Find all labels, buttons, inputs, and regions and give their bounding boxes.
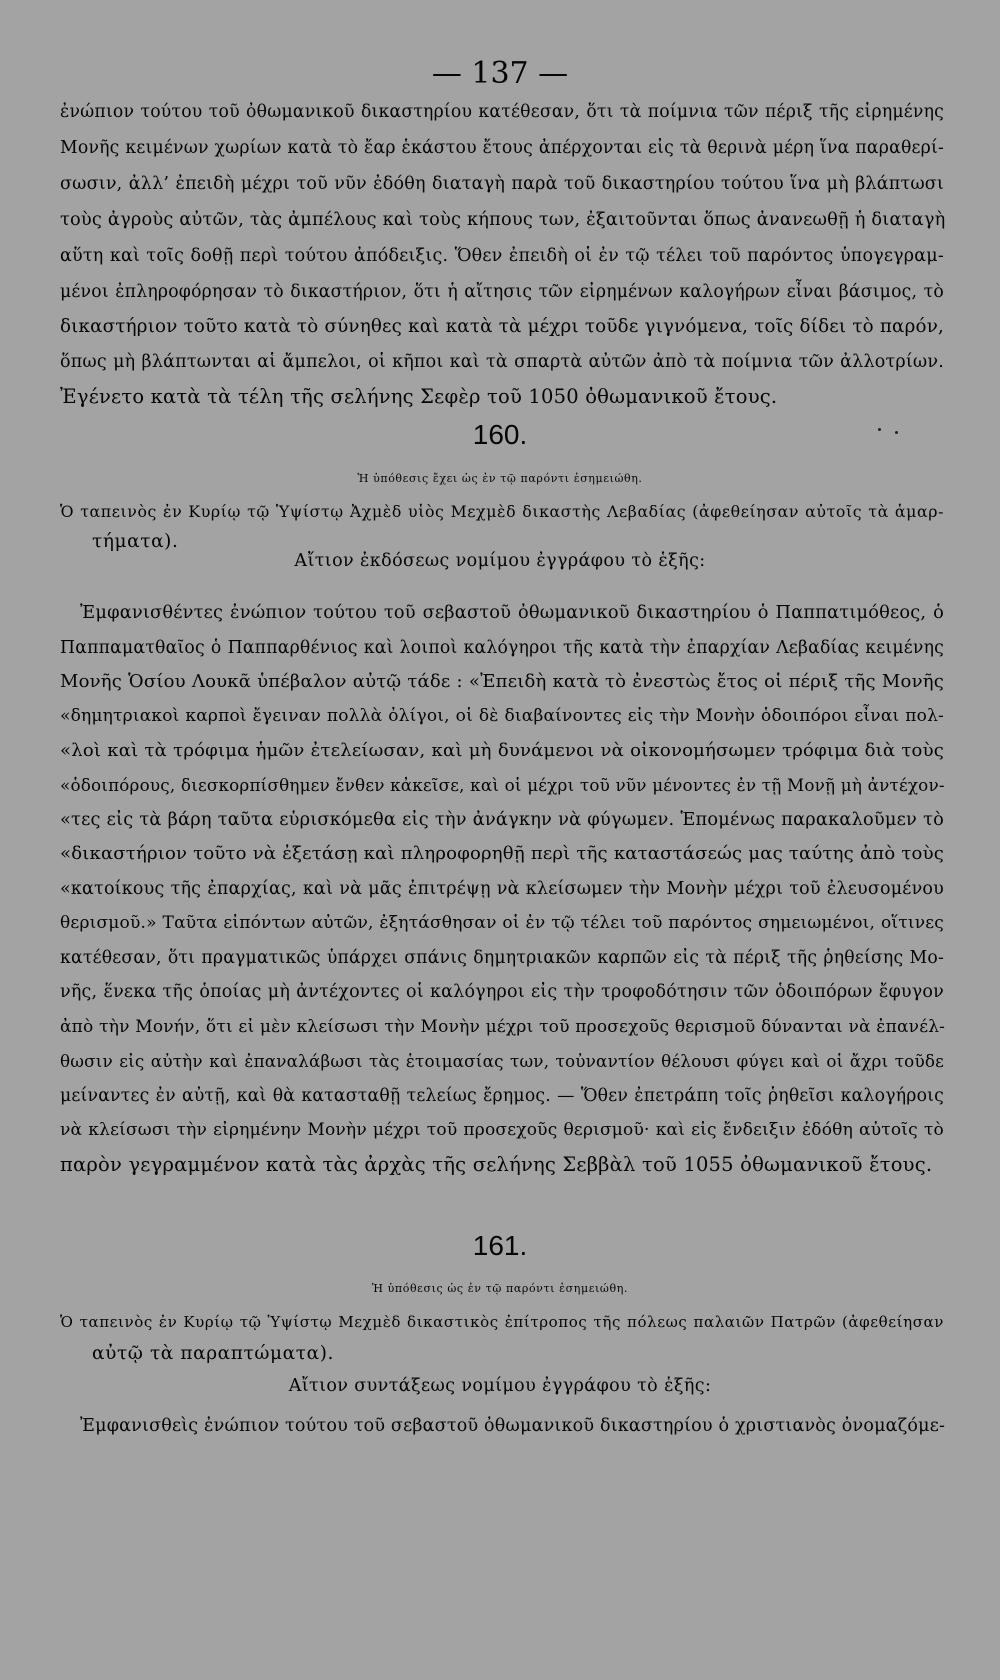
text-line: αὕτη καὶ τοῖς δοθῇ περὶ τούτου ἀπόδειξις. Ὅθεν ἐπειδὴ οἱ ἐν τῷ τέλει τοῦ παρόντος ὑπογεγραμ- — [60, 246, 944, 266]
text-line: «λοὶ καὶ τὰ τρόφιμα ἡμῶν ἐτελείωσαν, καὶ μὴ δυνάμενοι νὰ οἰκονομήσωμεν τρόφιμα διὰ τοὺς — [60, 740, 944, 761]
text-line: «δικαστήριον τοῦτο νὰ ἐξετάσῃ καὶ πληροφορηθῇ περὶ τῆς καταστάσεώς μας ταύτης ἀπὸ τοὺς — [60, 843, 944, 864]
text-line: «ὁδοιπόρους, διεσκορπίσθημεν ἔνθεν κἀκεῖσε, καὶ οἱ μέχρι τοῦ νῦν μένοντες ἐν τῇ Μονῇ μὴ ἀντέχον- — [60, 775, 945, 795]
section-number-161: 161. — [472, 1230, 528, 1261]
text-line: τοὺς ἀγροὺς αὐτῶν, τὰς ἀμπέλους καὶ τοὺς κήπους των, ἐξαιτοῦνται ὅπως ἀνανεωθῇ ἡ διαταγὴ — [60, 210, 946, 230]
section-161-heading-line: Ὁ ταπεινὸς ἐν Κυρίῳ τῷ Ὑψίστῳ Μεχμὲδ δικαστικὸς ἐπίτροπος τῆς πόλεως παλαιῶν Πατρῶν (ἀφεθείησαν — [60, 1313, 944, 1331]
section-161-note: Ἡ ὑπόθεσις ὡς ἐν τῷ παρόντι ἐσημειώθη. — [372, 1282, 628, 1295]
text-line: ἀπὸ τὴν Μονήν, ὅτι εἰ μὲν κλείσωσι τὴν Μονὴν μέχρι τοῦ προσεχοῦς θερισμοῦ δύνανται νὰ ἐπανέλ- — [60, 1017, 946, 1037]
text-line: ἐνώπιον τούτου τοῦ ὀθωμανικοῦ δικαστηρίου κατέθεσαν, ὅτι τὰ ποίμνια τῶν πέριξ τῆς εἰρημένης — [60, 102, 944, 122]
section-160-heading-line: τήματα). — [92, 531, 179, 552]
text-line: θωσιν εἰς αὐτὴν καὶ ἐπαναλάβωσι τὰς ἑτοιμασίας των, τοὐναντίον θέλουσι φύγει καὶ οἱ ἄχρι τοῦδε — [60, 1051, 944, 1071]
text-line: Μονῆς Ὁσίου Λουκᾶ ὑπέβαλον αὐτῷ τάδε : «Ἐπειδὴ κατὰ τὸ ἐνεστὼς ἔτος οἱ πέριξ τῆς Μονῆς — [60, 671, 944, 692]
text-line: νὰ κλείσωσι τὴν εἰρημένην Μονὴν μέχρι τοῦ προσεχοῦς θερισμοῦ· καὶ εἰς ἔνδειξιν ἐδόθη αὐτοῖς τὸ — [60, 1120, 944, 1140]
text-line: Ἐγένετο κατὰ τὰ τέλη τῆς σελήνης Σεφὲρ τοῦ 1050 ὀθωμανικοῦ ἔτους. — [60, 385, 778, 408]
print-speck — [878, 428, 881, 431]
text-line: Μονῆς κειμένων χωρίων κατὰ τὸ ἔαρ ἑκάστου ἔτους ἀπέρχονται εἰς τὰ θερινὰ μέρη ἵνα παραθερί- — [60, 138, 944, 158]
text-line: Ἐμφανισθέντες ἐνώπιον τούτου τοῦ σεβαστοῦ ὀθωμανικοῦ δικαστηρίου ὁ Παππατιμόθεος, ὁ — [80, 603, 944, 623]
section-160-note: Ἡ ὑπόθεσις ἔχει ὡς ἐν τῷ παρόντι ἐσημειώθη. — [357, 472, 643, 485]
text-line: «δημητριακοὶ καρποὶ ἔγειναν πολλὰ ὀλίγοι, οἱ δὲ διαβαίνοντες εἰς τὴν Μονὴν ὁδοιπόροι εἶναι πολ- — [60, 706, 944, 726]
text-line: «κατοίκους τῆς ἐπαρχίας, καὶ νὰ μᾶς ἐπιτρέψῃ νὰ κλείσωμεν τὴν Μονὴν μέχρι τοῦ ἐλευσομένου — [60, 879, 944, 899]
text-line: Παππαματθαῖος ὁ Παππαρθένιος καὶ λοιποὶ καλόγηροι τῆς κατὰ τὴν ἐπαρχίαν Λεβαδίας κειμένης — [60, 638, 944, 658]
section-161-subheading: Αἴτιον συντάξεως νομίμου ἐγγράφου τὸ ἑξῆς: — [288, 1376, 712, 1396]
page-number: — 137 — — [431, 56, 569, 91]
section-160-subheading: Αἴτιον ἐκδόσεως νομίμου ἐγγράφου τὸ ἑξῆς: — [294, 551, 706, 571]
text-line: «τες εἰς τὰ βάρη ταῦτα εὑρισκόμεθα εἰς τὴν ἀνάγκην νὰ φύγωμεν. Ἑπομένως παρακαλοῦμεν τὸ — [60, 810, 944, 830]
text-line: νῆς, ἕνεκα τῆς ὁποίας μὴ ἀντέχοντες οἱ καλόγηροι εἰς τὴν τροφοδότησιν τῶν ὁδοιπόρων ἔφυγον — [60, 982, 944, 1002]
text-line: μείναντες ἐν αὐτῇ, καὶ θὰ κατασταθῇ τελείως ἔρημος. — Ὅθεν ἐπετράπη τοῖς ῥηθεῖσι καλογήροις — [60, 1086, 944, 1106]
text-line: παρὸν γεγραμμένον κατὰ τὰς ἀρχὰς τῆς σελήνης Σεββὰλ τοῦ 1055 ὀθωμανικοῦ ἔτους. — [60, 1153, 933, 1176]
section-number-160: 160. — [472, 419, 528, 450]
section-160-heading-line: Ὁ ταπεινὸς ἐν Κυρίῳ τῷ Ὑψίστῳ Ἀχμὲδ υἱὸς Μεχμὲδ δικαστὴς Λεβαδίας (ἀφεθείησαν αὐτοῖς τὰ ἁμαρ- — [60, 502, 944, 521]
section-161-heading-line: αὐτῷ τὰ παραπτώματα). — [92, 1343, 334, 1364]
text-line: θερισμοῦ.» Ταῦτα εἰπόντων αὐτῶν, ἐξητάσθησαν οἱ ἐν τῷ τέλει τοῦ παρόντος σημειωμένοι, οἵτινες — [60, 913, 944, 933]
text-line: δικαστήριον τοῦτο κατὰ τὸ σύνηθες καὶ κατὰ τὰ μέχρι τοῦδε γιγνόμενα, τοῖς δίδει τὸ παρόν, — [60, 316, 944, 337]
text-line: Ἐμφανισθεὶς ἐνώπιον τούτου τοῦ σεβαστοῦ ὀθωμανικοῦ δικαστηρίου ὁ χριστιανὸς ὀνομαζόμε- — [80, 1416, 946, 1436]
text-line: κατέθεσαν, ὅτι πραγματικῶς ὑπάρχει σπάνις δημητριακῶν καρπῶν εἰς τὰ πέριξ τῆς ῥηθείσης Μο- — [60, 948, 944, 968]
text-line: σωσιν, ἀλλ’ ἐπειδὴ μέχρι τοῦ νῦν ἐδόθη διαταγὴ παρὰ τοῦ δικαστηρίου τούτου ἵνα μὴ βλάπτωσι — [60, 174, 944, 194]
text-line: ὅπως μὴ βλάπτωνται αἱ ἄμπελοι, οἱ κῆποι καὶ τὰ σπαρτὰ αὐτῶν ἀπὸ τὰ ποίμνια τῶν ἀλλοτρίων. — [60, 352, 944, 372]
print-speck — [895, 431, 898, 434]
text-line: μένοι ἐπληροφόρησαν τὸ δικαστήριον, ὅτι ἡ αἴτησις τῶν εἰρημένων καλογήρων εἶναι βάσιμος, τὸ — [60, 282, 944, 302]
